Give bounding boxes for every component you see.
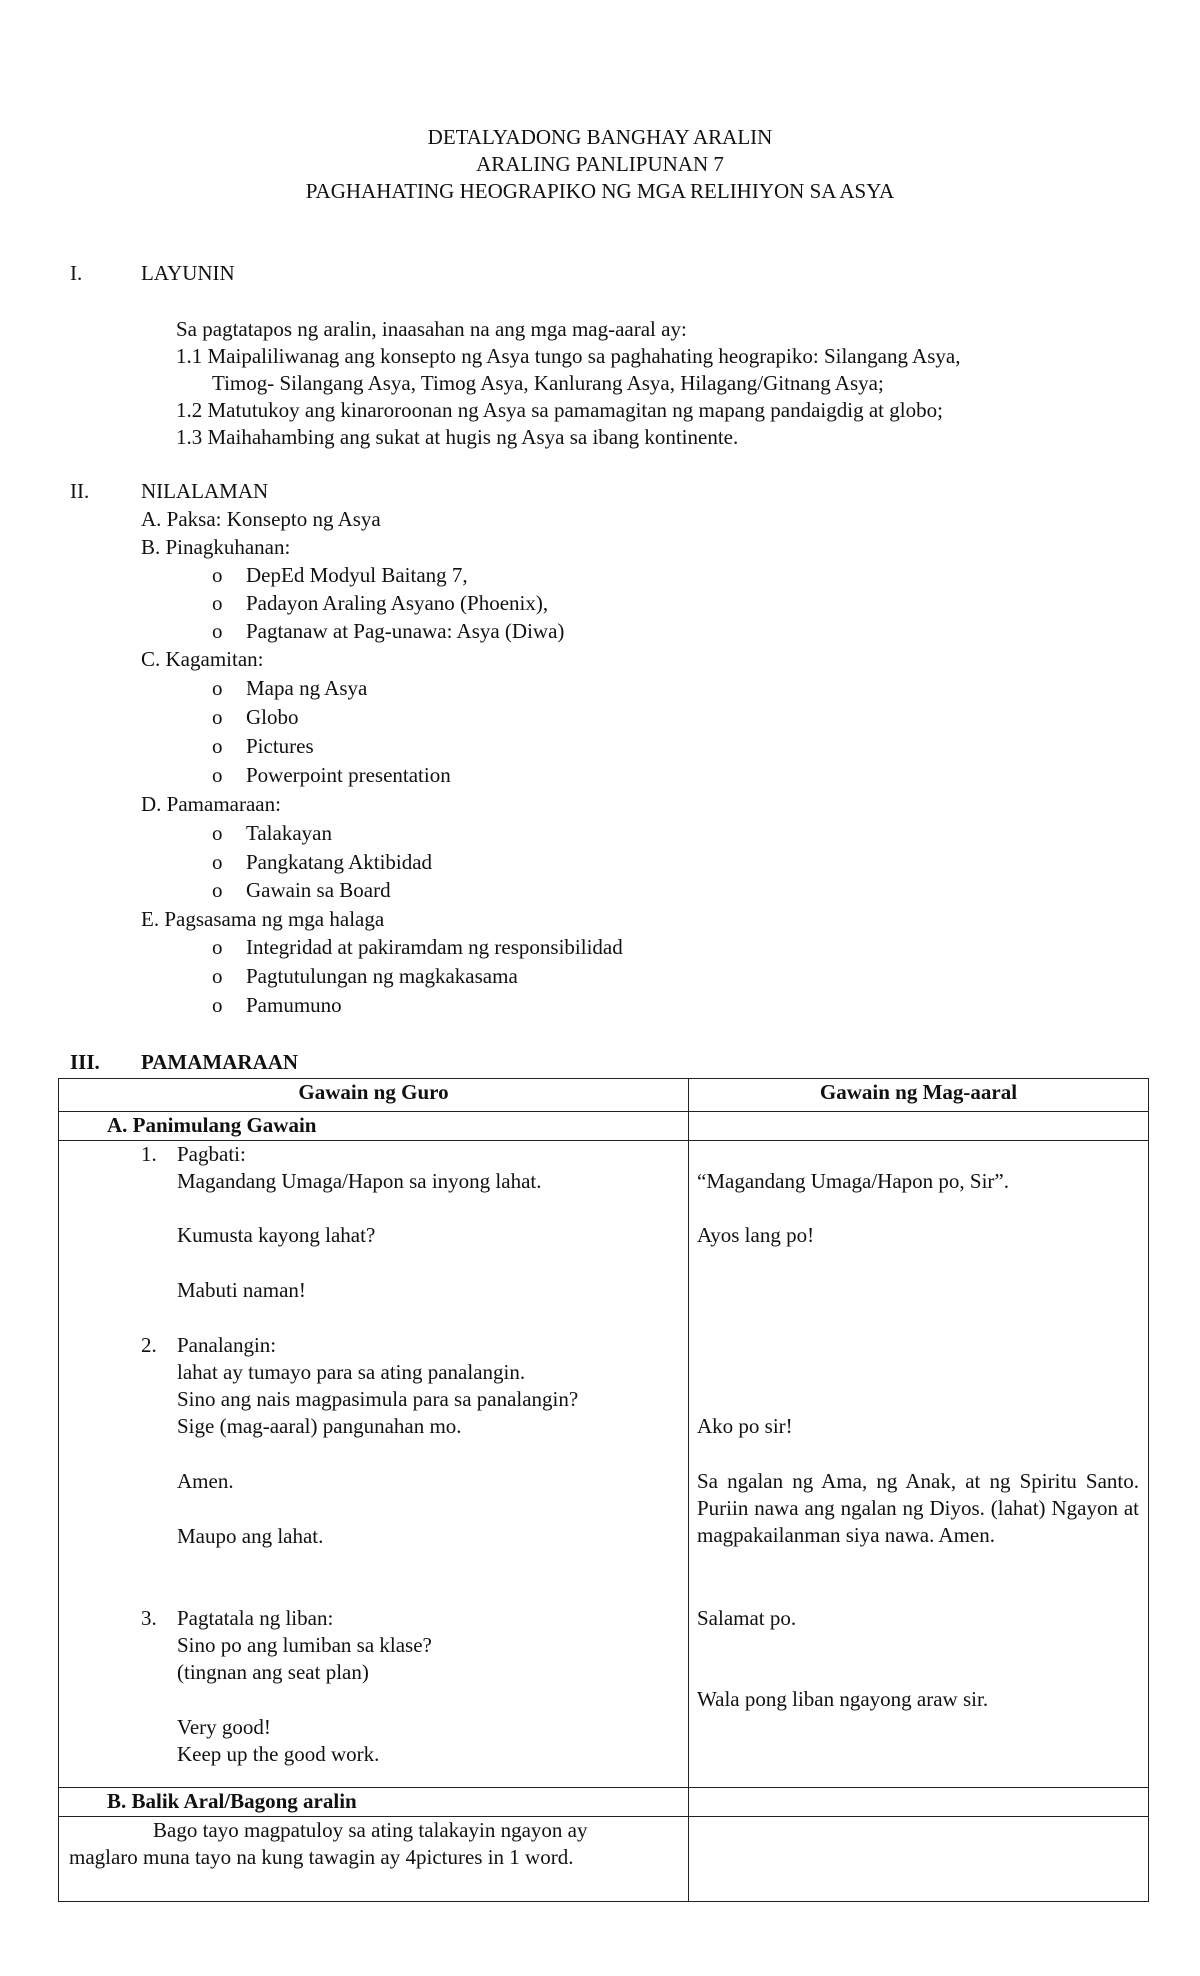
step-title: Pagbati: [177, 1142, 246, 1166]
student-response: “Magandang Umaga/Hapon po, Sir”. [697, 1169, 1009, 1193]
list-item: o Pagtutulungan ng magkakasama [212, 964, 518, 988]
step-title: Panalangin: [177, 1333, 277, 1357]
list-item: o Globo [212, 705, 299, 729]
teacher-line: lahat ay tumayo para sa ating panalangin. [177, 1360, 526, 1384]
student-response: Salamat po. [697, 1606, 797, 1630]
section-3-title: PAMAMARAAN [141, 1050, 299, 1074]
list-item: o Powerpoint presentation [212, 763, 451, 787]
review-student-cell [689, 1817, 1149, 1902]
teacher-line: Mabuti naman! [177, 1278, 306, 1302]
teacher-line: Maupo ang lahat. [177, 1524, 324, 1548]
list-item: o Talakayan [212, 821, 332, 845]
content-method-heading: D. Pamamaraan: [141, 792, 281, 816]
content-sources-heading: B. Pinagkuhanan: [141, 535, 291, 559]
section-1-title: LAYUNIN [141, 261, 235, 285]
table-section-a: A. Panimulang Gawain [59, 1112, 689, 1141]
content-materials-heading: C. Kagamitan: [141, 647, 264, 671]
student-response: Ako po sir! [697, 1414, 793, 1438]
list-item: o DepEd Modyul Baitang 7, [212, 563, 468, 587]
lesson-topic: PAGHAHATING HEOGRAPIKO NG MGA RELIHIYON SA ASYA [305, 179, 895, 203]
student-response: Ayos lang po! [697, 1223, 815, 1247]
review-cell [59, 1817, 689, 1902]
content-values-heading: E. Pagsasama ng mga halaga [141, 907, 385, 931]
section-2-number: II. [70, 479, 90, 503]
review-line: maglaro muna tayo na kung tawagin ay 4pictures in 1 word. [69, 1845, 574, 1869]
list-item: o Gawain sa Board [212, 878, 391, 902]
teacher-line: Kumusta kayong lahat? [177, 1223, 376, 1247]
list-item: o Padayon Araling Asyano (Phoenix), [212, 591, 549, 615]
student-response: Wala pong liban ngayong araw sir. [697, 1687, 989, 1711]
student-responses-cell [689, 1141, 1149, 1788]
list-item: o Integridad at pakiramdam ng responsibilidad [212, 935, 623, 959]
step-title: Pagtatala ng liban: [177, 1606, 334, 1630]
list-item: o Mapa ng Asya [212, 676, 368, 700]
table-section-b-empty [689, 1788, 1149, 1817]
teacher-line: Magandang Umaga/Hapon sa inyong lahat. [177, 1169, 542, 1193]
table-header-student: Gawain ng Mag-aaral [689, 1079, 1149, 1112]
objective-1-line1: 1.1 Maipaliliwanag ang konsepto ng Asya tungo sa paghahating heograpiko: Silangang Asya, [176, 344, 961, 368]
section-1-number: I. [70, 261, 83, 285]
teacher-line: Sige (mag-aaral) pangunahan mo. [177, 1414, 462, 1438]
teacher-line: Amen. [177, 1469, 234, 1493]
document-title: DETALYADONG BANGHAY ARALIN [427, 125, 773, 149]
teacher-line: Sino ang nais magpasimula para sa panalangin? [177, 1387, 579, 1411]
lesson-procedure-table [58, 1078, 1149, 1902]
section-3-number: III. [70, 1050, 100, 1074]
step-number: 2. [141, 1333, 157, 1357]
section-2-title: NILALAMAN [141, 479, 269, 503]
teacher-line: Very good! [177, 1715, 271, 1739]
objectives-intro: Sa pagtatapos ng aralin, inaasahan na ang mga mag-aaral ay: [176, 317, 687, 341]
document-subtitle: ARALING PANLIPUNAN 7 [476, 152, 724, 176]
objective-1-line2: Timog- Silangang Asya, Timog Asya, Kanlurang Asya, Hilagang/Gitnang Asya; [212, 371, 884, 395]
step-number: 1. [141, 1142, 157, 1166]
list-item: o Pagtanaw at Pag-unawa: Asya (Diwa) [212, 619, 565, 643]
teacher-line: Sino po ang lumiban sa klase? [177, 1633, 432, 1657]
list-item: o Pamumuno [212, 993, 342, 1017]
table-section-b: B. Balik Aral/Bagong aralin [59, 1788, 689, 1817]
teacher-activities-cell [59, 1141, 689, 1788]
step-number: 3. [141, 1606, 157, 1630]
objective-3: 1.3 Maihahambing ang sukat at hugis ng Asya sa ibang kontinente. [176, 425, 739, 449]
list-item: o Pictures [212, 734, 314, 758]
content-topic: A. Paksa: Konsepto ng Asya [141, 507, 381, 531]
list-item: o Pangkatang Aktibidad [212, 850, 433, 874]
table-header-teacher: Gawain ng Guro [59, 1079, 689, 1112]
student-response: Sa ngalan ng Ama, ng Anak, at ng Spiritu Santo. Puriin nawa ang ngalan ng Diyos. (lahat) Ngayon at magpakailanman siya nawa. Amen. [697, 1469, 1139, 1547]
objective-2: 1.2 Matutukoy ang kinaroroonan ng Asya sa pamamagitan ng mapang pandaigdig at globo; [176, 398, 943, 422]
table-section-a-empty [689, 1112, 1149, 1141]
teacher-line: Keep up the good work. [177, 1742, 380, 1766]
teacher-line: (tingnan ang seat plan) [177, 1660, 369, 1684]
review-line: Bago tayo magpatuloy sa ating talakayin ngayon ay [153, 1818, 588, 1842]
